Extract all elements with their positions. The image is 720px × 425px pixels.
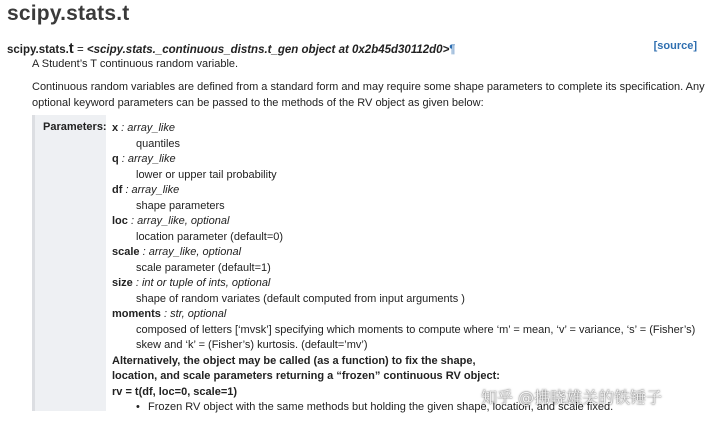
summary-text: A Student’s T continuous random variable. [32, 58, 239, 70]
param-name: df [112, 184, 123, 196]
param-name: q [112, 153, 119, 165]
param-q-desc: lower or upper tail probability [136, 168, 277, 181]
param-scale-desc: scale parameter (default=1) [136, 261, 271, 274]
param-moments [112, 307, 226, 321]
signature-value: <scipy.stats._continuous_distns.t_gen object at 0x2b45d30112d0> [86, 44, 450, 56]
param-type: : array_like [122, 184, 180, 196]
param-size-desc: shape of random variates (default computed from input arguments ) [136, 292, 465, 305]
param-name: scale [112, 246, 140, 258]
param-type: : int or tuple of ints, optional [132, 277, 271, 289]
alternative-note-line-2: location, and scale parameters returning a “frozen” continuous RV object: [112, 370, 500, 382]
param-moments-desc-1: composed of letters [‘mvsk’] specifying which moments to compute where ‘m’ = mean, ‘v’ = variance, ‘s’ = (Fisher’s) [136, 323, 696, 336]
param-loc [112, 214, 229, 228]
signature-equals: = [73, 44, 87, 56]
param-type: : array_like, optional [127, 215, 230, 227]
param-moments-desc-2: skew and ‘k’ = (Fisher’s) kurtosis. (default=’mv’) [136, 339, 368, 351]
param-scale [112, 245, 241, 259]
frozen-rv-call: rv = t(df, loc=0, scale=1) [112, 385, 238, 398]
param-name: moments [112, 308, 161, 320]
param-type: : array_like, optional [139, 246, 242, 258]
frozen-rv-bullet-text: Frozen RV object with the same methods but holding the given shape, location, and scale fixed. [148, 401, 614, 413]
source-link[interactable]: [source] [653, 40, 697, 52]
description-line-2: optional keyword parameters can be passed to the methods of the RV object as given below: [32, 96, 484, 109]
bullet-icon: • [136, 401, 140, 413]
param-size [112, 276, 270, 290]
parameters-label: Parameters: [43, 121, 107, 133]
param-type: : str, optional [160, 308, 227, 320]
param-type: : array_like [118, 122, 175, 134]
param-df-desc: shape parameters [136, 199, 225, 212]
param-q [112, 152, 176, 166]
function-signature [7, 40, 455, 57]
alternative-note-line-1: Alternatively, the object may be called (as a function) to fix the shape, [112, 354, 476, 367]
page-title: scipy.stats.t [7, 2, 130, 25]
zhihu-watermark: 知乎 @拂晓雄关的铁锤子 [481, 388, 663, 407]
parameters-table [32, 115, 702, 415]
description-line-1: Continuous random variables are defined from a standard form and may require some shape parameters to complete its specification. Any [32, 81, 705, 93]
param-type: : array_like [118, 153, 176, 165]
signature-module-prefix: scipy.stats. [7, 44, 69, 56]
permalink-icon[interactable]: ¶ [449, 44, 456, 56]
param-x [112, 121, 175, 135]
signature-name: t [68, 40, 74, 57]
param-name: loc [112, 215, 128, 227]
param-name: size [112, 277, 133, 289]
parameters-label-cell [32, 115, 106, 411]
param-loc-desc: location parameter (default=0) [136, 230, 284, 243]
param-x-desc: quantiles [136, 137, 181, 150]
param-name: x [112, 122, 119, 134]
param-df [112, 183, 179, 197]
